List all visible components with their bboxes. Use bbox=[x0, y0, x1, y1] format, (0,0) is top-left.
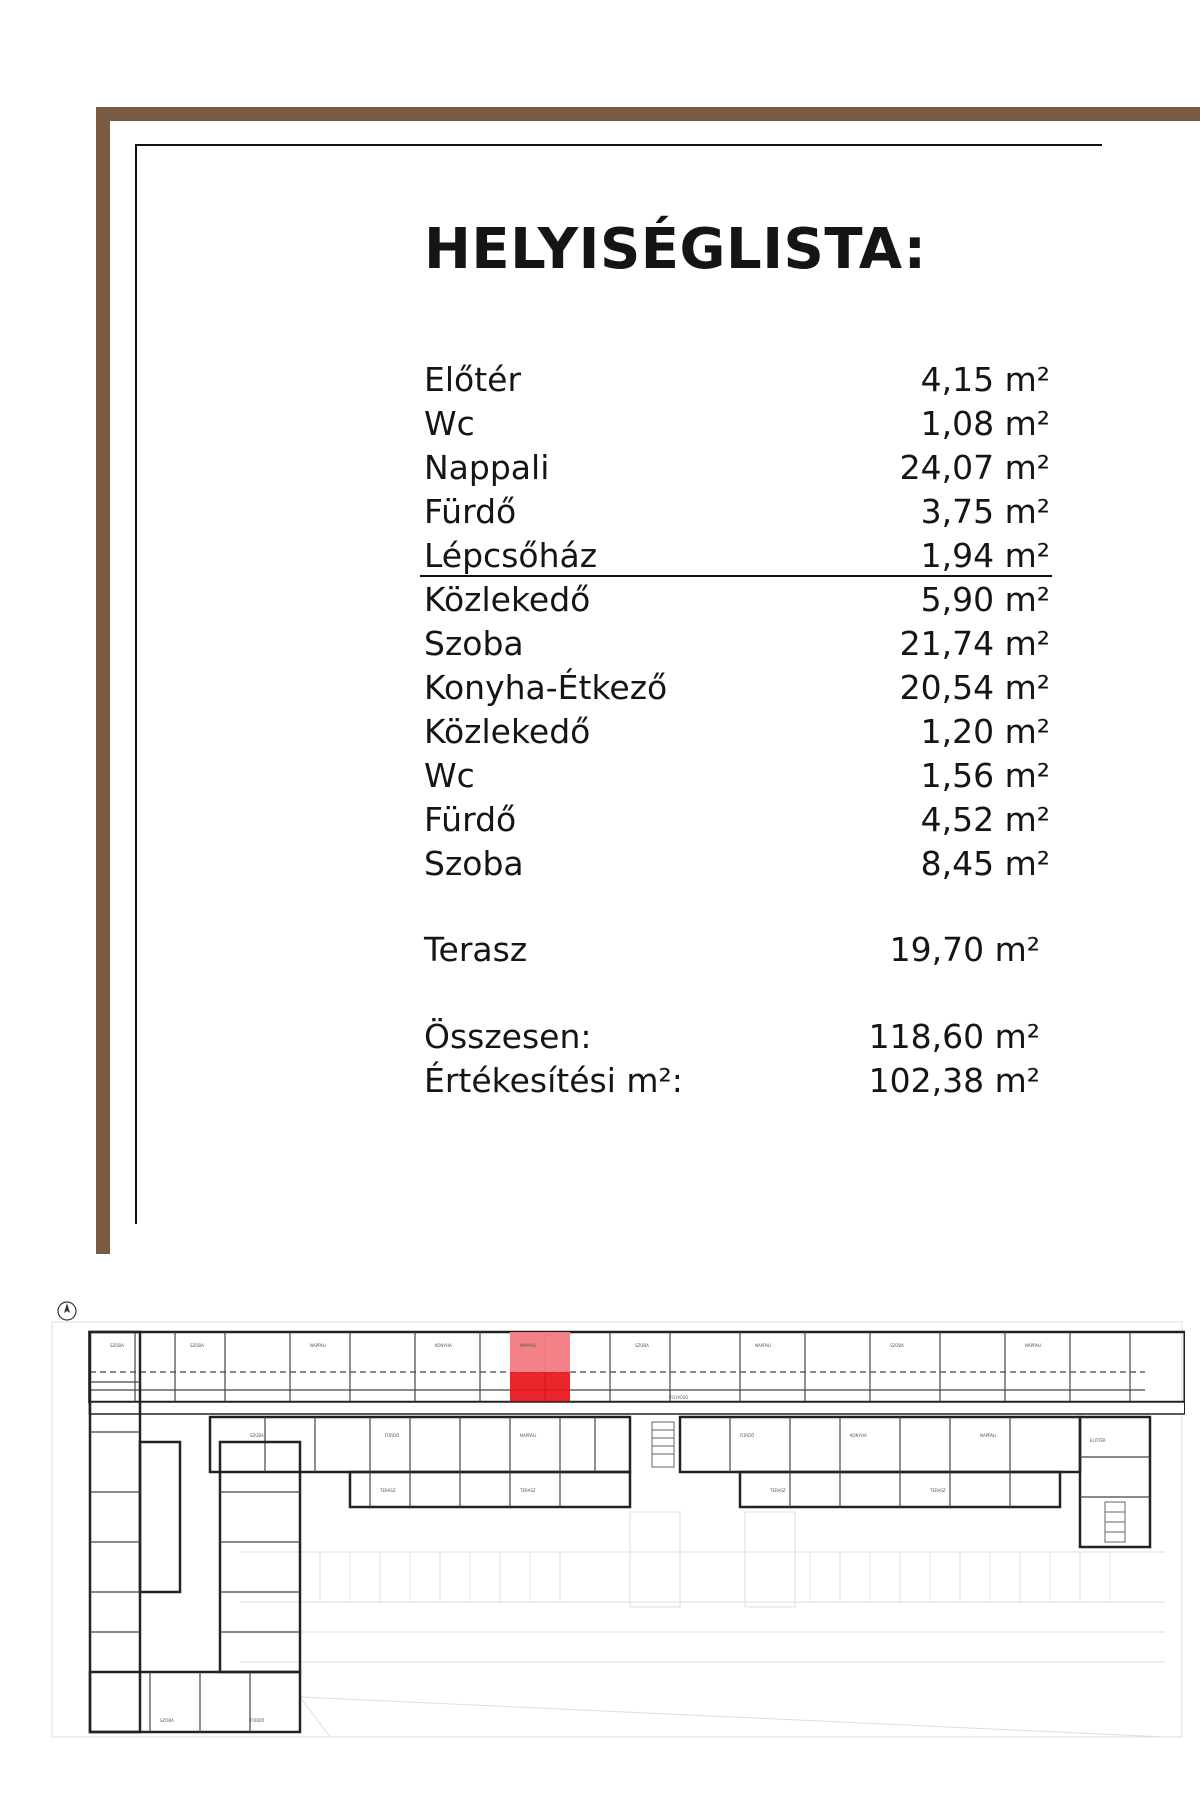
north-wing-partitions bbox=[90, 1332, 1145, 1402]
brown-frame-top bbox=[96, 107, 1200, 121]
room-row bbox=[424, 666, 1050, 710]
svg-text:SZOBA: SZOBA bbox=[110, 1343, 124, 1348]
svg-text:NAPPALI: NAPPALI bbox=[755, 1343, 772, 1348]
svg-text:TERASZ: TERASZ bbox=[930, 1488, 946, 1493]
room-name: Wc bbox=[424, 404, 475, 443]
room-area: 1,56 m² bbox=[920, 756, 1050, 795]
svg-text:FÜRDŐ: FÜRDŐ bbox=[250, 1718, 265, 1723]
room-name: Lépcsőház bbox=[424, 536, 598, 575]
room-area: 8,45 m² bbox=[920, 844, 1050, 883]
svg-text:TERASZ: TERASZ bbox=[770, 1488, 786, 1493]
room-row bbox=[424, 534, 1050, 578]
room-name: Szoba bbox=[424, 844, 524, 883]
room-row bbox=[424, 490, 1050, 534]
plan-room-labels bbox=[110, 1343, 1106, 1723]
parking-grid bbox=[240, 1512, 1165, 1737]
room-name: Előtér bbox=[424, 360, 522, 399]
svg-text:SZOBA: SZOBA bbox=[890, 1343, 904, 1348]
highlighted-apartment-gradient bbox=[510, 1332, 570, 1372]
inner-border-top bbox=[135, 144, 1102, 146]
svg-text:SZOBA: SZOBA bbox=[250, 1433, 264, 1438]
svg-text:ELŐTÉR: ELŐTÉR bbox=[1090, 1438, 1106, 1443]
brown-frame-left bbox=[96, 107, 110, 1254]
room-name: Közlekedő bbox=[424, 580, 591, 619]
room-area: 20,54 m² bbox=[899, 668, 1050, 707]
room-row bbox=[424, 798, 1050, 842]
svg-text:TERASZ: TERASZ bbox=[380, 1488, 396, 1493]
room-name: Szoba bbox=[424, 624, 524, 663]
room-row bbox=[424, 578, 1050, 622]
parking-stalls bbox=[320, 1552, 1110, 1602]
west-wing bbox=[90, 1332, 300, 1732]
south-wing-partitions bbox=[265, 1417, 1150, 1507]
total-name: Értékesítési m²: bbox=[424, 1061, 683, 1100]
room-area: 21,74 m² bbox=[899, 624, 1050, 663]
terrace-name: Terasz bbox=[424, 930, 528, 969]
svg-text:SZOBA: SZOBA bbox=[635, 1343, 649, 1348]
west-wing-partitions bbox=[90, 1382, 300, 1732]
total-area: 118,60 m² bbox=[868, 1017, 1040, 1056]
room-area: 4,52 m² bbox=[920, 800, 1050, 839]
room-row bbox=[424, 842, 1050, 886]
svg-text:SZOBA: SZOBA bbox=[160, 1718, 174, 1723]
section-divider bbox=[420, 575, 1052, 577]
room-name: Közlekedő bbox=[424, 712, 591, 751]
svg-text:FÜRDŐ: FÜRDŐ bbox=[385, 1433, 400, 1438]
svg-text:KONYHA: KONYHA bbox=[850, 1433, 867, 1438]
floor-plan bbox=[50, 1292, 1185, 1740]
svg-text:FOLYOSÓ: FOLYOSÓ bbox=[670, 1395, 689, 1400]
room-area: 4,15 m² bbox=[920, 360, 1050, 399]
room-name: Konyha-Étkező bbox=[424, 668, 668, 707]
room-name: Nappali bbox=[424, 448, 550, 487]
svg-text:SZOBA: SZOBA bbox=[190, 1343, 204, 1348]
room-row bbox=[424, 754, 1050, 798]
svg-text:NAPPALI: NAPPALI bbox=[1025, 1343, 1042, 1348]
room-list bbox=[424, 358, 1050, 886]
svg-text:NAPPALI: NAPPALI bbox=[980, 1433, 997, 1438]
inner-border-left bbox=[135, 144, 137, 1224]
room-name: Fürdő bbox=[424, 800, 517, 839]
room-area: 24,07 m² bbox=[899, 448, 1050, 487]
room-name: Wc bbox=[424, 756, 475, 795]
room-area: 1,08 m² bbox=[920, 404, 1050, 443]
room-row bbox=[424, 358, 1050, 402]
room-area: 1,94 m² bbox=[920, 536, 1050, 575]
total-row bbox=[424, 1015, 1050, 1059]
page-title: HELYISÉGLISTA: bbox=[424, 217, 927, 282]
main-corridor bbox=[89, 1402, 1184, 1414]
totals-summary bbox=[424, 1015, 1050, 1103]
room-row bbox=[424, 446, 1050, 490]
room-area: 3,75 m² bbox=[920, 492, 1050, 531]
svg-text:TERASZ: TERASZ bbox=[520, 1488, 536, 1493]
total-area: 102,38 m² bbox=[868, 1061, 1040, 1100]
svg-text:NAPPALI: NAPPALI bbox=[520, 1433, 537, 1438]
room-row bbox=[424, 710, 1050, 754]
terrace-area: 19,70 m² bbox=[889, 930, 1040, 969]
terrace-row bbox=[424, 928, 1050, 972]
room-row bbox=[424, 622, 1050, 666]
svg-text:KONYHA: KONYHA bbox=[435, 1343, 452, 1348]
total-row bbox=[424, 1059, 1050, 1103]
svg-text:FÜRDŐ: FÜRDŐ bbox=[740, 1433, 755, 1438]
svg-text:NAPPALI: NAPPALI bbox=[520, 1343, 537, 1348]
room-row bbox=[424, 402, 1050, 446]
stair-core bbox=[652, 1422, 1125, 1542]
room-area: 5,90 m² bbox=[920, 580, 1050, 619]
terrace-summary bbox=[424, 928, 1050, 972]
room-name: Fürdő bbox=[424, 492, 517, 531]
svg-text:NAPPALI: NAPPALI bbox=[310, 1343, 327, 1348]
room-area: 1,20 m² bbox=[920, 712, 1050, 751]
total-name: Összesen: bbox=[424, 1017, 592, 1056]
